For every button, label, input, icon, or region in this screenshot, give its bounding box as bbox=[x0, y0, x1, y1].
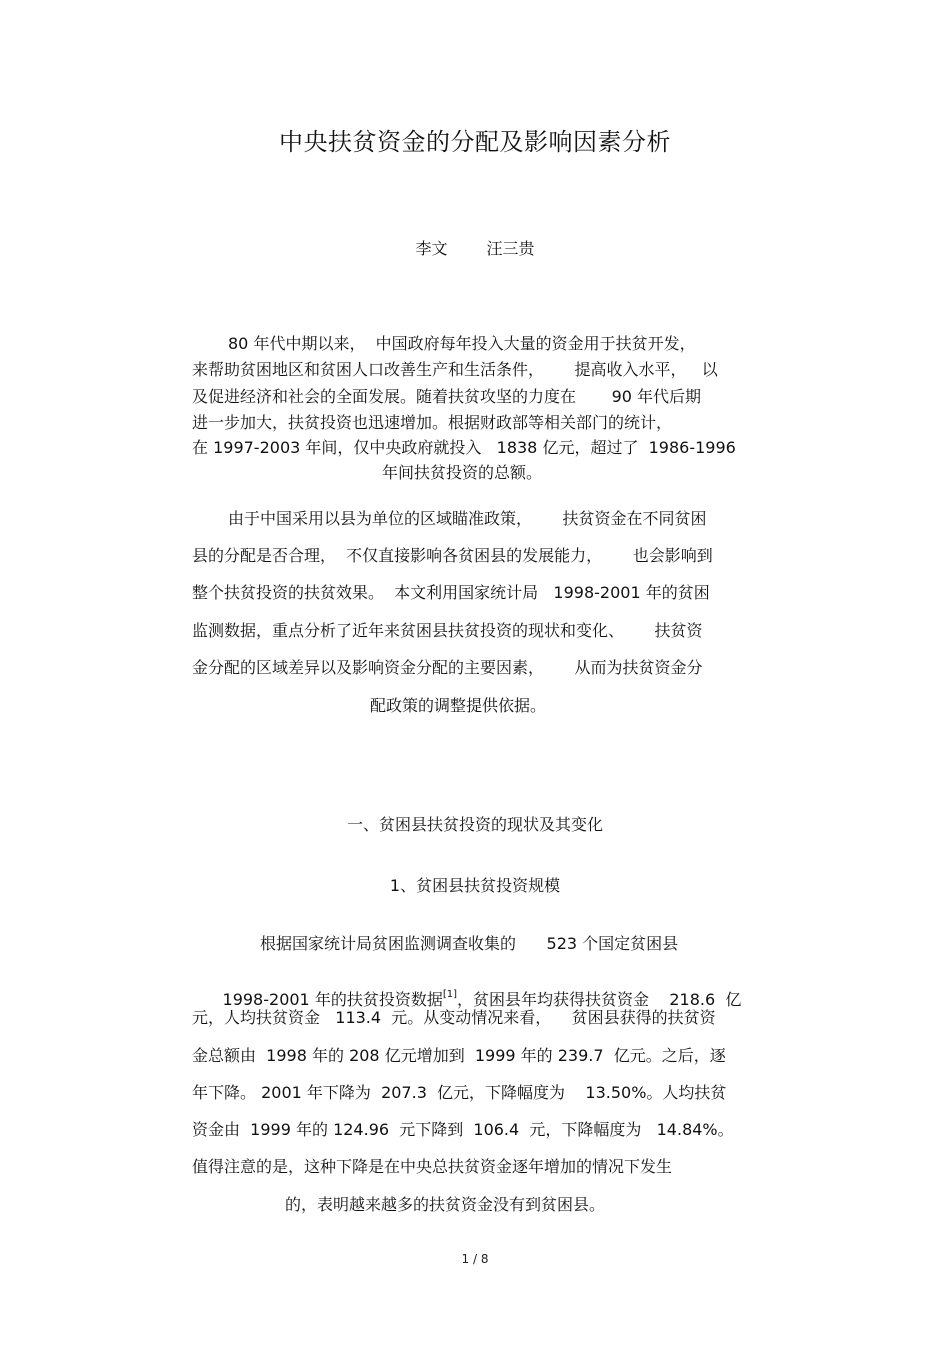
text-line: 由于中国采用以县为单位的区域瞄准政策， 扶贫资金在不同贫困 bbox=[228, 509, 707, 528]
text-segment: ，贫困县年均获得扶贫资金 218.6 亿 bbox=[457, 990, 742, 1009]
text-line: 监测数据，重点分析了近年来贫困县扶贫投资的现状和变化、 扶贫资 bbox=[192, 621, 703, 640]
author-name: 汪三贵 bbox=[486, 239, 535, 258]
text-line: 的，表明越来越多的扶贫资金没有到贫困县。 bbox=[285, 1195, 606, 1214]
text-line: 值得注意的是，这种下降是在中央总扶贫资金逐年增加的情况下发生 bbox=[192, 1157, 673, 1176]
text-line: 80 年代中期以来， 中国政府每年投入大量的资金用于扶贫开发， bbox=[228, 334, 696, 353]
text-line: 在 1997-2003 年间，仅中央政府就投入 1838 亿元，超过了 1986-1996 bbox=[192, 438, 736, 457]
section-heading: 一、贫困县扶贫投资的现状及其变化 bbox=[346, 815, 603, 834]
text-line: 根据国家统计局贫困监测调查收集的 523 个国定贫困县 bbox=[260, 934, 679, 953]
text-line: 元，人均扶贫资金 113.4 元。从变动情况来看， 贫困县获得的扶贫资 bbox=[192, 1008, 716, 1027]
text-line: 来帮助贫困地区和贫困人口改善生产和生活条件， 提高收入水平， 以 bbox=[192, 360, 718, 379]
text-line: 金分配的区域差异以及影响资金分配的主要因素， 从而为扶贫资金分 bbox=[192, 658, 703, 677]
text-line: 进一步加大，扶贫投资也迅速增加。根据财政部等相关部门的统计， bbox=[192, 413, 673, 432]
author-line bbox=[0, 236, 950, 259]
text-line: 年下降。 2001 年下降为 207.3 亿元，下降幅度为 13.50%。人均扶贫 bbox=[192, 1083, 727, 1102]
text-line: 配政策的调整提供依据。 bbox=[370, 696, 547, 715]
page-number: 1 / 8 bbox=[461, 1252, 489, 1266]
text-line: 年间扶贫投资的总额。 bbox=[382, 463, 543, 482]
text-line: 资金由 1999 年的 124.96 元下降到 106.4 元，下降幅度为 14.84%。 bbox=[192, 1120, 734, 1139]
text-line: 及促进经济和社会的全面发展。随着扶贫攻坚的力度在 90 年代后期 bbox=[192, 387, 702, 406]
document-title: 中央扶贫资金的分配及影响因素分析 bbox=[279, 128, 671, 156]
subsection-heading: 1、贫困县扶贫投资规模 bbox=[389, 876, 561, 895]
text-line: 金总额由 1998 年的 208 亿元增加到 1999 年的 239.7 亿元。之后，逐 bbox=[192, 1046, 726, 1065]
text-line: 整个扶贫投资的扶贫效果。 本文利用国家统计局 1998-2001 年的贫困 bbox=[192, 583, 710, 602]
text-segment: 1998-2001 年的扶贫投资数据 bbox=[222, 990, 443, 1009]
author-name: 李文 bbox=[415, 239, 448, 258]
footnote-reference[interactable]: [1] bbox=[442, 989, 457, 1000]
text-line: 县的分配是否合理， 不仅直接影响各贫困县的发展能力， 也会影响到 bbox=[192, 546, 713, 565]
